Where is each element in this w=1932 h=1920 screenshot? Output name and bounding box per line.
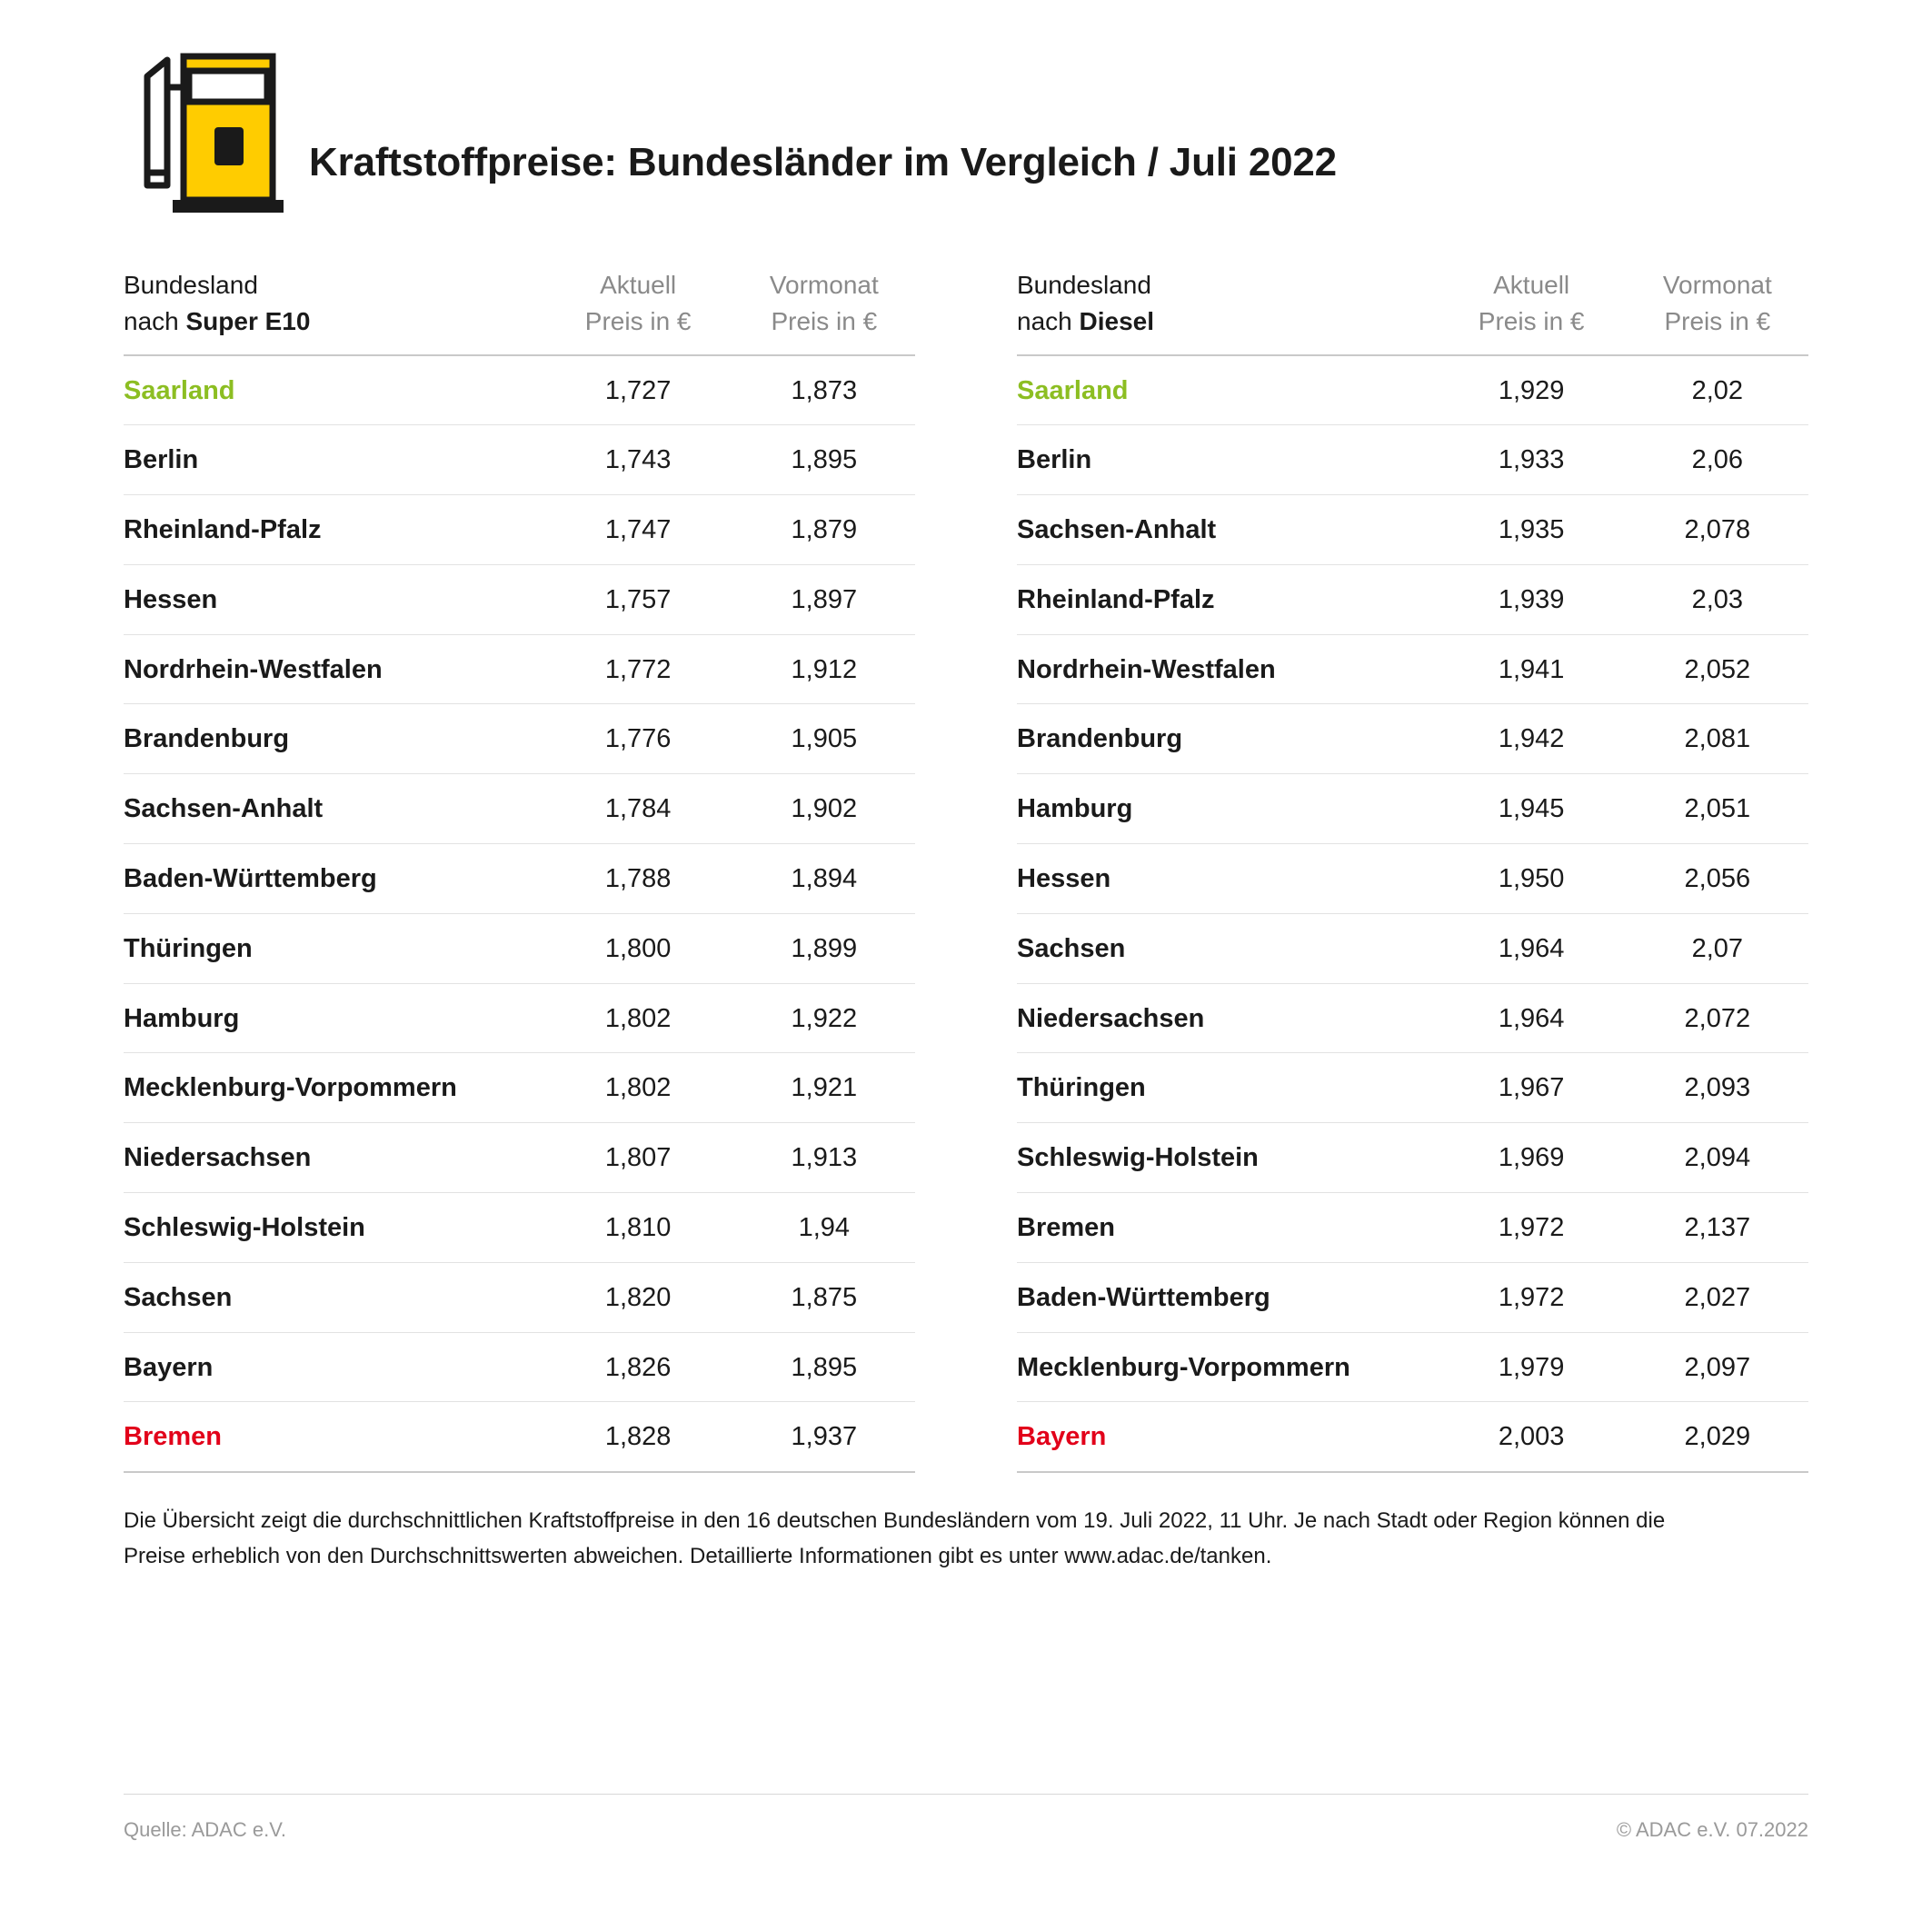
row-label: Thüringen (124, 913, 543, 983)
table-row (124, 1193, 915, 1263)
row-label: Bremen (1017, 1193, 1437, 1263)
column-header-vormonat: Vormonat Preis in € (1627, 267, 1808, 355)
table-row (1017, 425, 1808, 495)
row-previous-price: 1,937 (733, 1402, 915, 1472)
row-previous-price: 1,94 (733, 1193, 915, 1263)
table-diesel (1017, 267, 1808, 1473)
table-row (124, 1262, 915, 1332)
table-row (124, 1402, 915, 1472)
row-label: Brandenburg (1017, 704, 1437, 774)
row-previous-price: 2,078 (1627, 495, 1808, 565)
row-previous-price: 2,051 (1627, 774, 1808, 844)
row-label: Bremen (124, 1402, 543, 1472)
row-label: Rheinland-Pfalz (1017, 564, 1437, 634)
row-label: Sachsen (124, 1262, 543, 1332)
footnote-line-1: Die Übersicht zeigt die durchschnittlichen Kraftstoffpreise in den 16 deutschen Bundesländern vom 19. Juli 2022, 11 Uhr. Je nach Stadt oder Region können die (124, 1508, 1666, 1534)
table-row (124, 983, 915, 1053)
table-row (124, 774, 915, 844)
row-previous-price: 2,029 (1627, 1402, 1808, 1472)
table-row (1017, 1193, 1808, 1263)
table-super-e10 (124, 267, 915, 1473)
table-row (124, 564, 915, 634)
row-label: Mecklenburg-Vorpommern (1017, 1332, 1437, 1402)
row-current-price: 1,950 (1437, 844, 1627, 914)
table-body-diesel (1017, 355, 1808, 1473)
row-previous-price: 2,137 (1627, 1193, 1808, 1263)
table-row (1017, 844, 1808, 914)
row-label: Baden-Württemberg (124, 844, 543, 914)
row-current-price: 1,967 (1437, 1053, 1627, 1123)
row-current-price: 1,964 (1437, 913, 1627, 983)
table-row (124, 495, 915, 565)
footnote (124, 1504, 1668, 1575)
column-header-bundesland: Bundesland nach Diesel (1017, 267, 1437, 355)
table-row (1017, 1053, 1808, 1123)
row-current-price: 1,810 (543, 1193, 733, 1263)
table-header-row (1017, 267, 1808, 355)
row-previous-price: 2,06 (1627, 425, 1808, 495)
row-label: Bayern (1017, 1402, 1437, 1472)
row-previous-price: 1,895 (733, 425, 915, 495)
table-body-super-e10 (124, 355, 915, 1473)
row-previous-price: 1,879 (733, 495, 915, 565)
row-current-price: 1,964 (1437, 983, 1627, 1053)
row-previous-price: 2,094 (1627, 1123, 1808, 1193)
row-previous-price: 2,056 (1627, 844, 1808, 914)
row-label: Brandenburg (124, 704, 543, 774)
row-previous-price: 2,072 (1627, 983, 1808, 1053)
row-label: Schleswig-Holstein (1017, 1123, 1437, 1193)
row-current-price: 1,802 (543, 983, 733, 1053)
row-label: Baden-Württemberg (1017, 1262, 1437, 1332)
column-header-vormonat: Vormonat Preis in € (733, 267, 915, 355)
row-previous-price: 1,921 (733, 1053, 915, 1123)
row-current-price: 1,743 (543, 425, 733, 495)
row-current-price: 1,942 (1437, 704, 1627, 774)
row-label: Nordrhein-Westfalen (124, 634, 543, 704)
header (124, 0, 1808, 218)
row-current-price: 1,979 (1437, 1332, 1627, 1402)
row-label: Hessen (124, 564, 543, 634)
table-row (1017, 355, 1808, 425)
row-label: Nordrhein-Westfalen (1017, 634, 1437, 704)
row-label: Thüringen (1017, 1053, 1437, 1123)
row-label: Schleswig-Holstein (124, 1193, 543, 1263)
row-previous-price: 2,093 (1627, 1053, 1808, 1123)
row-label: Berlin (124, 425, 543, 495)
row-previous-price: 1,897 (733, 564, 915, 634)
row-previous-price: 2,027 (1627, 1262, 1808, 1332)
row-current-price: 1,784 (543, 774, 733, 844)
row-previous-price: 2,02 (1627, 355, 1808, 425)
row-previous-price: 2,03 (1627, 564, 1808, 634)
row-current-price: 1,772 (543, 634, 733, 704)
row-label: Niedersachsen (1017, 983, 1437, 1053)
column-header-aktuell: Aktuell Preis in € (1437, 267, 1627, 355)
table-row (1017, 634, 1808, 704)
row-previous-price: 2,097 (1627, 1332, 1808, 1402)
table-row (124, 704, 915, 774)
row-current-price: 1,933 (1437, 425, 1627, 495)
row-previous-price: 1,912 (733, 634, 915, 704)
table-row (1017, 983, 1808, 1053)
row-previous-price: 1,875 (733, 1262, 915, 1332)
table-header-row (124, 267, 915, 355)
row-label: Sachsen-Anhalt (124, 774, 543, 844)
row-current-price: 1,807 (543, 1123, 733, 1193)
column-header-bundesland: Bundesland nach Super E10 (124, 267, 543, 355)
row-label: Saarland (124, 355, 543, 425)
row-current-price: 1,747 (543, 495, 733, 565)
row-previous-price: 2,07 (1627, 913, 1808, 983)
row-previous-price: 2,052 (1627, 634, 1808, 704)
row-current-price: 1,802 (543, 1053, 733, 1123)
row-current-price: 1,757 (543, 564, 733, 634)
row-current-price: 1,820 (543, 1262, 733, 1332)
row-label: Hamburg (124, 983, 543, 1053)
row-previous-price: 1,899 (733, 913, 915, 983)
row-previous-price: 1,902 (733, 774, 915, 844)
row-current-price: 1,788 (543, 844, 733, 914)
row-label: Hessen (1017, 844, 1437, 914)
row-current-price: 1,939 (1437, 564, 1627, 634)
footnote-line-2: Preise erheblich von den Durchschnittswerten abweichen. Detaillierte Informationen gibt es unter www.adac.de/tanken. (124, 1544, 1272, 1569)
row-previous-price: 1,873 (733, 355, 915, 425)
table-row (1017, 1262, 1808, 1332)
row-current-price: 1,800 (543, 913, 733, 983)
fuel-pump-icon (120, 36, 298, 218)
row-previous-price: 1,895 (733, 1332, 915, 1402)
row-current-price: 1,969 (1437, 1123, 1627, 1193)
table-row (1017, 1123, 1808, 1193)
row-current-price: 1,826 (543, 1332, 733, 1402)
row-label: Sachsen-Anhalt (1017, 495, 1437, 565)
footer (124, 1794, 1808, 1842)
row-label: Mecklenburg-Vorpommern (124, 1053, 543, 1123)
row-label: Bayern (124, 1332, 543, 1402)
row-label: Saarland (1017, 355, 1437, 425)
table-row (1017, 564, 1808, 634)
row-label: Berlin (1017, 425, 1437, 495)
tables-container (124, 267, 1808, 1473)
table-row (1017, 1402, 1808, 1472)
column-header-aktuell: Aktuell Preis in € (543, 267, 733, 355)
table-row (1017, 913, 1808, 983)
table-row (124, 1053, 915, 1123)
row-previous-price: 1,922 (733, 983, 915, 1053)
table-row (124, 1123, 915, 1193)
table-row (124, 634, 915, 704)
row-current-price: 2,003 (1437, 1402, 1627, 1472)
table-row (1017, 704, 1808, 774)
row-current-price: 1,776 (543, 704, 733, 774)
row-label: Sachsen (1017, 913, 1437, 983)
row-current-price: 1,941 (1437, 634, 1627, 704)
page-title: Kraftstoffpreise: Bundesländer im Vergleich / Juli 2022 (309, 140, 1337, 184)
row-current-price: 1,972 (1437, 1193, 1627, 1263)
row-previous-price: 1,913 (733, 1123, 915, 1193)
row-label: Niedersachsen (124, 1123, 543, 1193)
row-current-price: 1,727 (543, 355, 733, 425)
row-current-price: 1,972 (1437, 1262, 1627, 1332)
table-row (124, 844, 915, 914)
row-current-price: 1,828 (543, 1402, 733, 1472)
table-row (124, 355, 915, 425)
row-current-price: 1,929 (1437, 355, 1627, 425)
row-previous-price: 1,894 (733, 844, 915, 914)
table-row (124, 425, 915, 495)
table-row (124, 913, 915, 983)
table-row (1017, 495, 1808, 565)
row-previous-price: 2,081 (1627, 704, 1808, 774)
table-row (1017, 774, 1808, 844)
table-row (124, 1332, 915, 1402)
table-row (1017, 1332, 1808, 1402)
footer-copyright: © ADAC e.V. 07.2022 (1616, 1818, 1808, 1841)
row-label: Hamburg (1017, 774, 1437, 844)
row-current-price: 1,935 (1437, 495, 1627, 565)
row-current-price: 1,945 (1437, 774, 1627, 844)
row-label: Rheinland-Pfalz (124, 495, 543, 565)
footer-source: Quelle: ADAC e.V. (124, 1818, 286, 1841)
row-previous-price: 1,905 (733, 704, 915, 774)
